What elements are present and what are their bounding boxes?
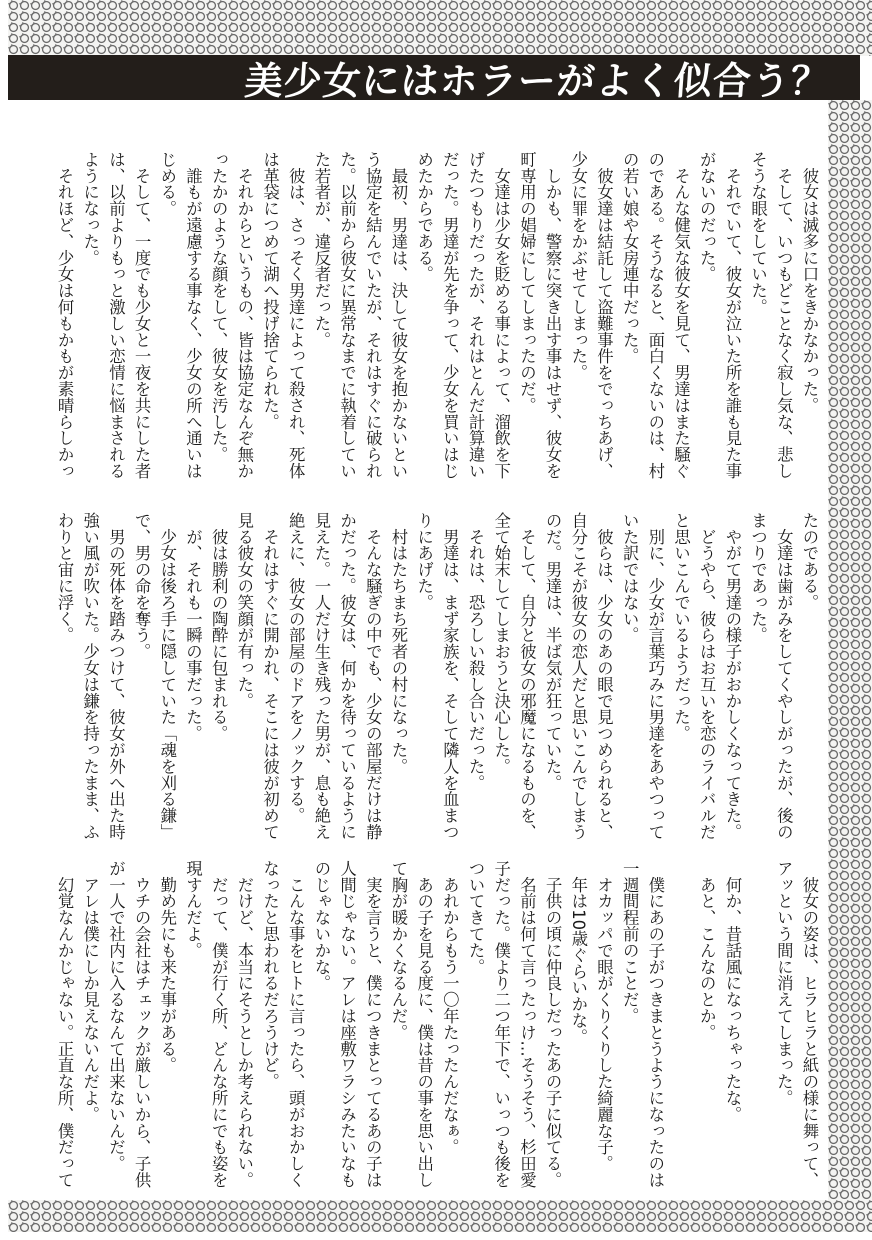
text-column <box>745 860 771 1195</box>
text-column: なったと思われるだろうけど。 <box>260 860 280 1090</box>
text-column: こんな事をヒトに言ったら、頭がおかしく <box>286 860 306 1188</box>
text-block-bottom <box>51 860 822 1195</box>
text-column: 誰もが遠慮する事なく、少女の所へ通いは <box>183 151 203 479</box>
text-column: ウチの会社はチェックが厳しいから、子供 <box>132 860 152 1188</box>
text-column: 自分こそが彼女の恋人だと思いこんでしまう <box>568 512 588 840</box>
text-column: と思いこんでいるようだった。 <box>671 512 691 742</box>
text-column: 子供の頃に仲良しだったあの子に似てる。 <box>543 860 563 1188</box>
text-column: のである。そうなると、面白くないのは、村 <box>645 151 665 479</box>
text-column: そして、一度でも少女と一夜を共にした者 <box>132 151 152 479</box>
text-column: 見る彼女の笑顔が有った。 <box>234 512 254 709</box>
text-column: 絶えに、彼女の部屋のドアをノックする。 <box>286 512 306 824</box>
text-block-top <box>51 151 822 501</box>
text-column: 年は10歳ぐらいかな。 <box>568 860 588 1045</box>
text-column: まつりであった。 <box>748 512 768 644</box>
text-column: は、以前よりもっと激しい恋情に悩まされる <box>106 151 126 479</box>
text-column: のじゃないかな。 <box>311 860 331 992</box>
text-column: 女達は少女を貶める事によって、溜飲を下 <box>491 151 511 479</box>
text-column: 勤め先にも来た事がある。 <box>157 860 177 1074</box>
text-column: た若者が、違反者だった。 <box>311 151 331 348</box>
text-column: ようになった。 <box>80 151 100 266</box>
text-column: そんな健気な彼女を見て、男達はまた騒ぐ <box>671 151 691 479</box>
text-column: 全て始末してしまおうと決心した。 <box>491 512 511 775</box>
text-column: だけど、本当にそうとしか考えられない。 <box>234 860 254 1188</box>
text-column: 子だった。僕より二つ年下で、いっつも後を <box>491 860 511 1188</box>
text-column: ついてきてた。 <box>466 860 486 975</box>
text-column: 最初、男達は、決して彼女を抱かないとい <box>389 151 408 479</box>
text-column: 彼は、さっそく男達によって殺され、死体 <box>286 151 306 479</box>
text-column: オカッパで眼がくりくりした綺麗な子。 <box>594 860 614 1172</box>
text-column: 町専用の娼婦にしてしまったのだ。 <box>517 151 537 414</box>
text-column: そして、自分と彼女の邪魔になるものを、 <box>517 512 537 840</box>
text-column: が一人で社内に入るなんて出来ないんだ。 <box>106 860 126 1172</box>
text-column: それはすぐに開かれ、そこには彼が初めて <box>260 512 280 840</box>
text-column: 男達は、まず家族を、そして隣人を血まつ <box>440 512 460 840</box>
text-column: て胸が暖かくなるんだ。 <box>389 860 408 1041</box>
text-column: だった。男達が先を争って、少女を買いはじ <box>440 151 460 479</box>
text-column: 人間じゃない。アレは座敷ワラシみたいなも <box>337 860 357 1188</box>
text-column: じめる。 <box>157 151 177 217</box>
text-column: 女達は歯がみをしてくやしがったが、後の <box>774 512 794 840</box>
text-column: 別に、少女が言葉巧みに男達をあやつって <box>645 512 665 840</box>
text-column: アッという間に消えてしまった。 <box>774 860 794 1106</box>
decorative-pattern-border-right <box>828 100 872 1232</box>
text-column: そうな眼をしていた。 <box>748 151 768 315</box>
text-column: それからというもの、皆は協定なんぞ無か <box>234 151 254 479</box>
text-column: は革袋につめて湖へ投げ捨てられた。 <box>260 151 280 430</box>
text-column: う協定を結んでいたが、それはすぐに破られ <box>363 151 383 479</box>
text-column: そして、いつもどことなく寂し気な、悲し <box>774 151 794 479</box>
title-bar <box>8 55 860 103</box>
decorative-pattern-border-bottom <box>8 1200 872 1232</box>
text-column: 見えた。一人だけ生き残った男が、息も絶え <box>311 512 331 840</box>
text-column: 彼らは、少女のあの眼で見つめられると、 <box>594 512 614 840</box>
text-column: 少女に罪をかぶせてしまった。 <box>568 151 588 381</box>
text-column: 少女は後ろ手に隠していた「魂を刈る鎌」 <box>157 512 177 840</box>
text-column: のだ。男達は、半ば気が狂っていた。 <box>543 512 563 791</box>
text-column: がないのだった。 <box>697 151 717 283</box>
text-column: あれからもう一〇年たったんだなぁ。 <box>440 860 460 1156</box>
text-column: で、男の命を奪う。 <box>132 512 152 660</box>
text-column: かだった。彼女は、何かを待っているように <box>337 512 357 840</box>
text-column: たのである。 <box>800 512 819 611</box>
text-column: 幻覚なんかじゃない。正直な所、僕だって <box>55 860 75 1188</box>
text-column: が、それも一瞬の事だった。 <box>183 512 203 742</box>
text-column: 何か、昔話風になっちゃったな。 <box>722 860 742 1123</box>
text-column: りにあげた。 <box>414 512 434 611</box>
text-column: アレは僕にしか見えないんだよ。 <box>80 860 100 1123</box>
decorative-pattern-border-top <box>8 0 872 56</box>
text-column: それほど、少女は何もかもが素晴らしかっ <box>55 151 75 479</box>
text-column: 名前は何て言ったっけ…そうそう、杉田愛 <box>517 860 537 1188</box>
text-column: めたからである。 <box>414 151 434 283</box>
text-column: た。以前から彼女に異常なまでに執着してい <box>337 151 357 479</box>
text-column: 彼は勝利の陶酔に包まれる。 <box>209 512 229 742</box>
text-column: 彼女の姿は、ヒラヒラと紙の様に舞って、 <box>800 860 819 1188</box>
text-column: 現すんだよ。 <box>183 860 203 959</box>
text-column: いた訳ではない。 <box>620 512 640 644</box>
text-column: だって、僕が行く所、どんな所にでも姿を <box>209 860 229 1188</box>
text-column: どうやら、彼らはお互いを恋のライバルだ <box>697 512 717 840</box>
text-column: しかも、警察に突き出す事はせず、彼女を <box>543 151 563 479</box>
text-column: 男の死体を踏みつけて、彼女が外へ出た時 <box>106 512 126 840</box>
text-column: ったかのような顔をして、彼女を汚した。 <box>209 151 229 463</box>
text-column: 村はたちまち死者の村になった。 <box>389 512 408 775</box>
text-column: それでいて、彼女が泣いた所を誰も見た事 <box>722 151 742 479</box>
text-column: あの子を見る度に、僕は昔の事を思い出し <box>414 860 434 1188</box>
text-column: げたつもりだったが、それはとんだ計算違い <box>466 151 486 479</box>
text-column: 一週間程前のことだ。 <box>620 860 640 1024</box>
text-column: それは、恐ろしい殺し合いだった。 <box>466 512 486 791</box>
text-column: 彼女は滅多に口をきかなかった。 <box>800 151 819 414</box>
text-column: あと、こんなのとか。 <box>697 860 717 1041</box>
text-block-middle <box>51 512 822 842</box>
text-column: の若い娘や女房連中だった。 <box>620 151 640 365</box>
text-column: 僕にあの子がつきまとうようになったのは <box>645 860 665 1188</box>
text-column: 実を言うと、僕につきまとってるあの子は <box>363 860 383 1188</box>
text-column: 彼女達は結託して盗難事件をでっちあげ、 <box>594 151 614 479</box>
page-title: 美少女にはホラーがよく似合う？ <box>243 59 832 103</box>
text-column <box>668 860 694 1195</box>
text-column: わりと宙に浮く。 <box>55 512 75 644</box>
text-column: やがて男達の様子がおかしくなってきた。 <box>722 512 742 840</box>
text-column: そんな騒ぎの中でも、少女の部屋だけは静 <box>363 512 383 840</box>
text-column: 強い風が吹いた。少女は鎌を持ったまま、ふ <box>80 512 100 840</box>
